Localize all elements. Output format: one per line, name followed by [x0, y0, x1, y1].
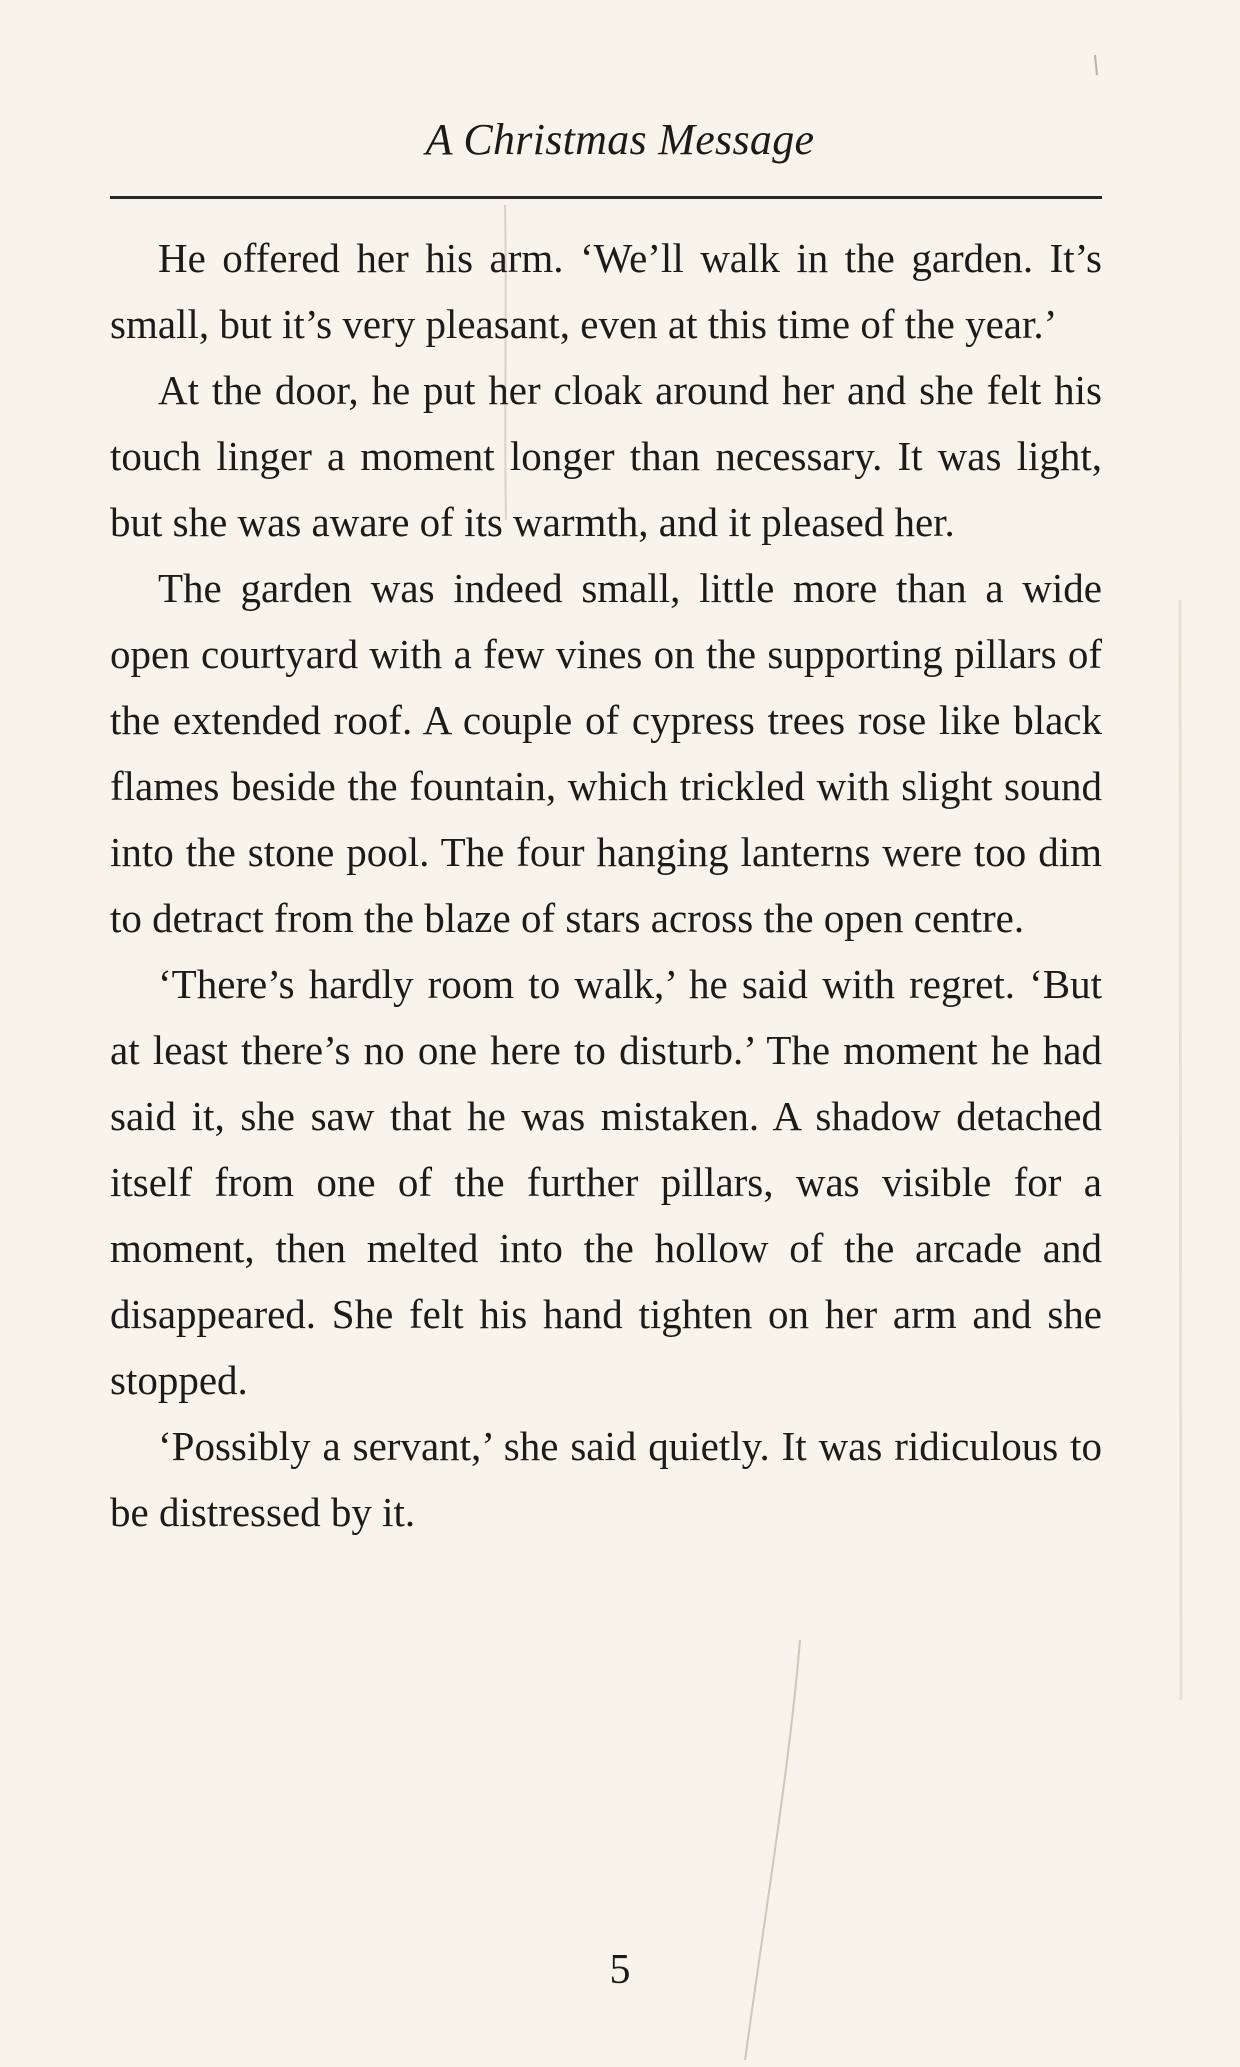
header-rule: [110, 196, 1102, 199]
paragraph: ‘There’s hardly room to walk,’ he said with regret. ‘But at least there’s no one here to disturb.’ The moment he had said it, she saw that he was mistaken. A shadow detached itself from one of the further pillars, was visible for a moment, then melted into the hollow of the arcade and disappeared. She felt his hand tighten on her arm and she stopped.: [110, 961, 1102, 1403]
body-text: [110, 225, 1102, 1545]
paragraph: He offered her his arm. ‘We’ll walk in the garden. It’s small, but it’s very pleasant, even at this time of the year.’: [110, 235, 1102, 347]
page-number: 5: [609, 1947, 631, 1993]
paragraph: ‘Possibly a servant,’ she said quietly. It was ridiculous to be distressed by it.: [110, 1423, 1102, 1535]
paragraph: At the door, he put her cloak around her and she felt his touch linger a moment longer than necessary. It was light, but she was aware of its warmth, and it pleased her.: [110, 367, 1102, 545]
running-head-title: A Christmas Message: [425, 115, 815, 164]
paragraph: The garden was indeed small, little more than a wide open courtyard with a few vines on the supporting pillars of the extended roof. A couple of cypress trees rose like black flames beside the fountain, which trickled with slight sound into the stone pool. The four hanging lanterns were too dim to detract from the blaze of stars across the open centre.: [110, 565, 1102, 941]
